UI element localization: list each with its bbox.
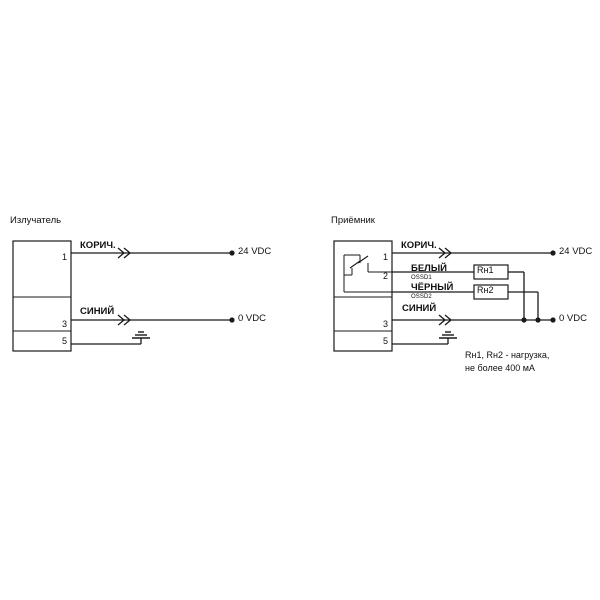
emitter-brown-label: КОРИЧ.	[80, 240, 116, 251]
load-resistor-1-label: Rн1	[477, 265, 494, 275]
receiver-title: Приёмник	[331, 215, 375, 226]
receiver-white-sublabel: OSSD1	[411, 275, 432, 281]
receiver-black-label: ЧЁРНЫЙ	[411, 282, 454, 293]
emitter-blue-label: СИНИЙ	[80, 306, 115, 317]
emitter-title: Излучатель	[10, 215, 62, 226]
emitter-plus-node	[229, 250, 234, 255]
receiver-terminal-3: 3	[383, 319, 389, 329]
receiver-terminal-1: 1	[383, 252, 389, 262]
receiver-blue-label: СИНИЙ	[402, 303, 437, 314]
emitter-terminal-3: 3	[62, 319, 68, 329]
emitter-supply-minus: 0 VDC	[238, 313, 266, 324]
emitter-terminal-5: 5	[62, 336, 68, 346]
load-note-line-1: Rн1, Rн2 - нагрузка,	[465, 350, 550, 360]
emitter-terminal-1: 1	[62, 252, 68, 262]
receiver-minus-node	[550, 317, 555, 322]
load-note-line-2: не более 400 мА	[465, 363, 535, 373]
receiver-supply-minus: 0 VDC	[559, 313, 587, 324]
emitter-minus-node	[229, 317, 234, 322]
receiver-terminal-5: 5	[383, 336, 389, 346]
receiver-supply-plus: 24 VDC	[559, 246, 593, 257]
receiver-brown-label: КОРИЧ.	[401, 240, 437, 251]
receiver-white-label: БЕЛЫЙ	[411, 263, 447, 274]
receiver-terminal-2: 2	[383, 271, 389, 281]
receiver-black-sublabel: OSSD2	[411, 294, 432, 300]
emitter-supply-plus: 24 VDC	[238, 246, 272, 257]
load-resistor-2-label: Rн2	[477, 285, 494, 295]
receiver-plus-node	[550, 250, 555, 255]
